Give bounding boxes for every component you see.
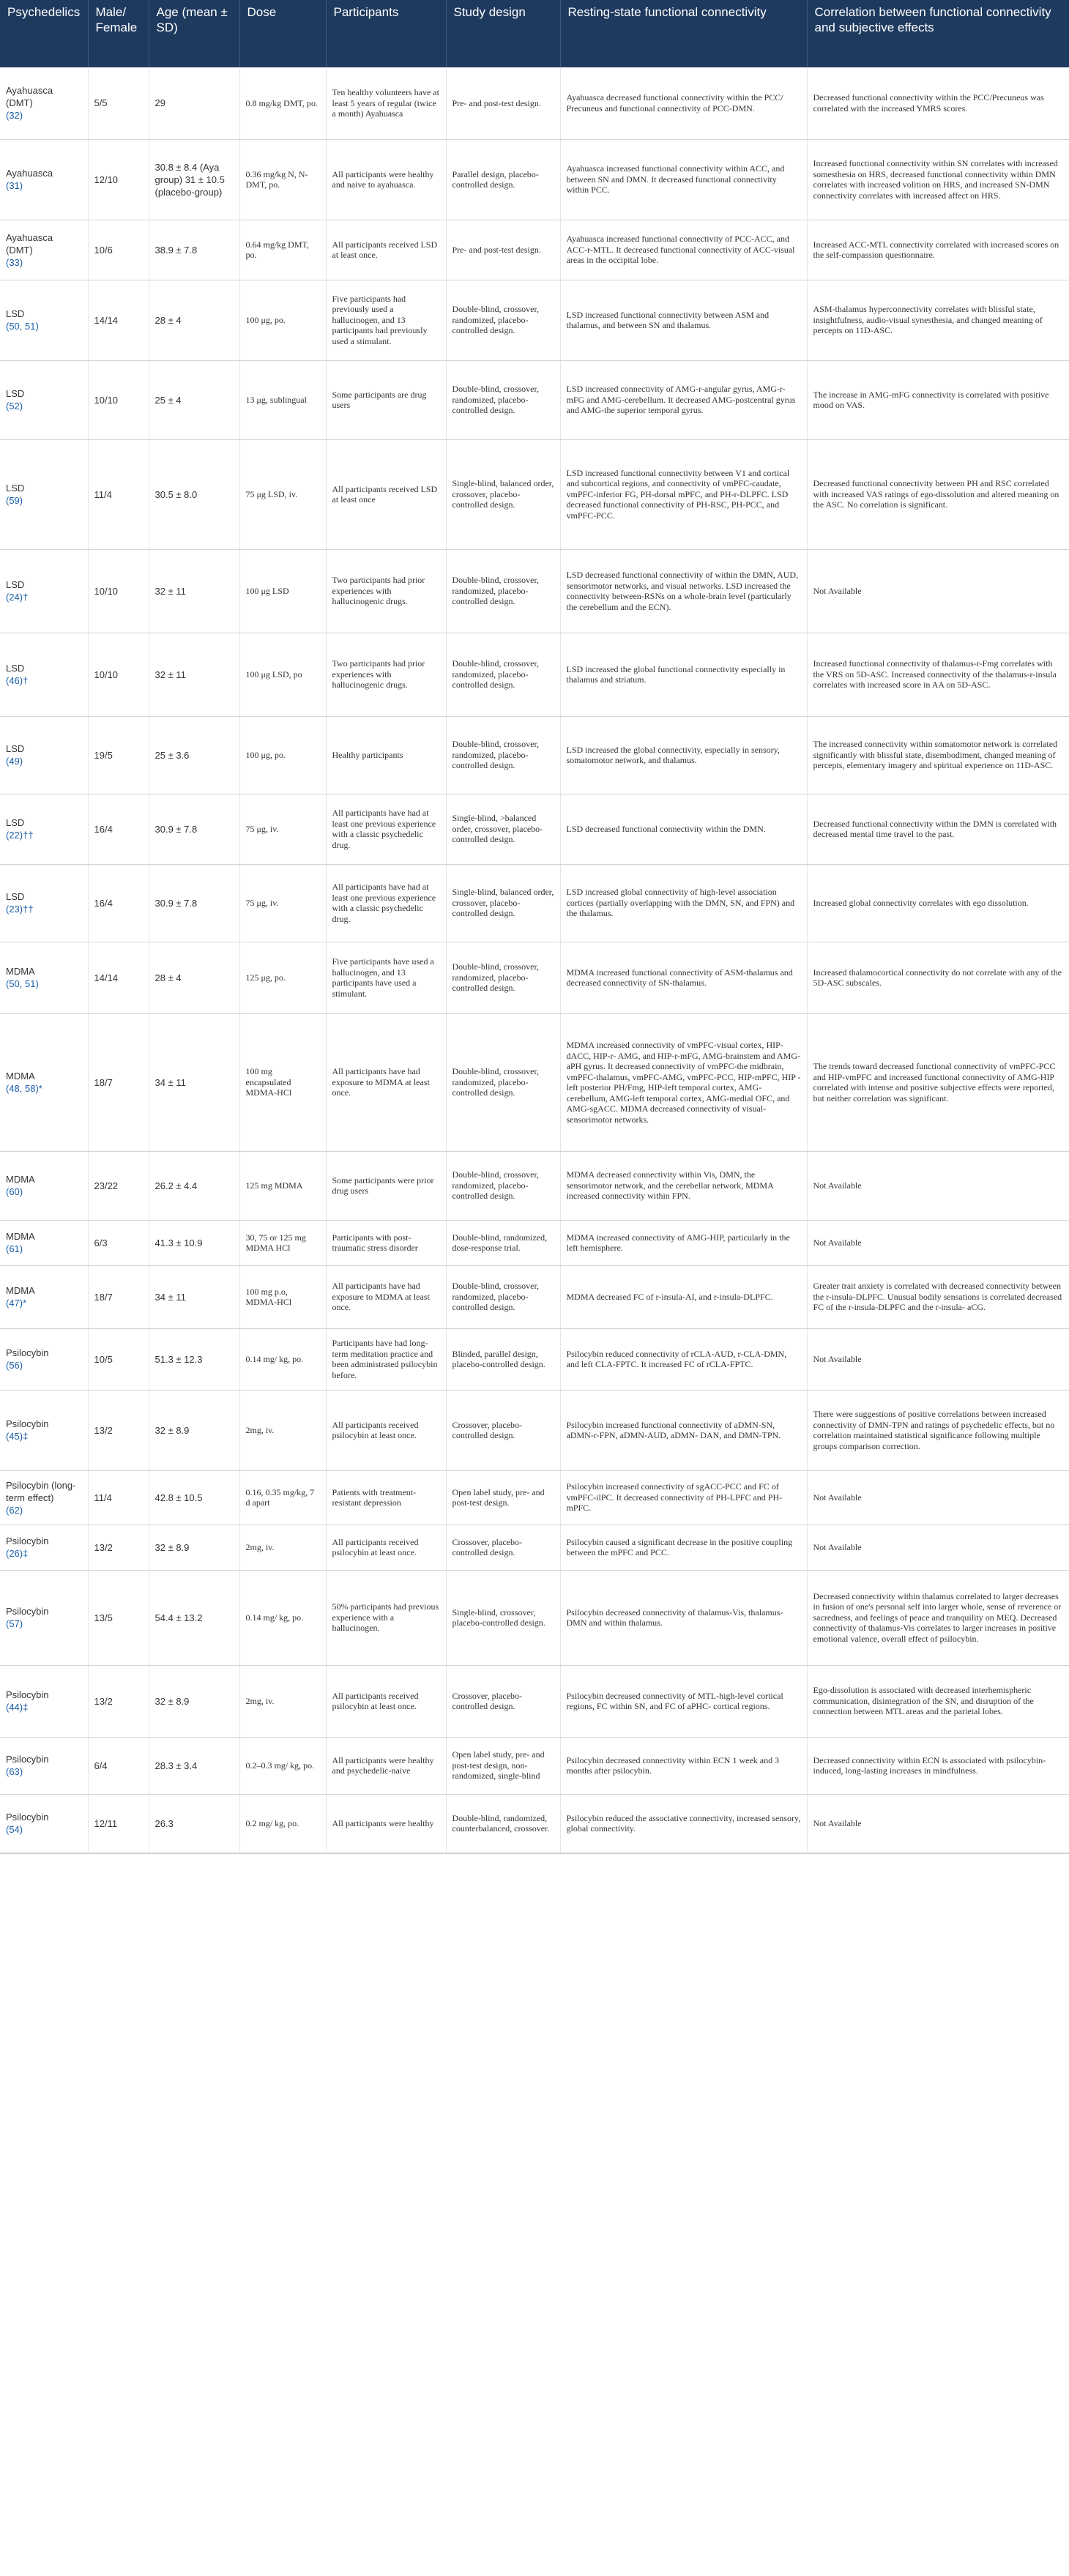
cell-dose: 0.14 mg/ kg, po. [239, 1328, 326, 1390]
reference-link[interactable]: (26)‡ [6, 1548, 29, 1559]
table-row [0, 1570, 1069, 1665]
cell-rsfc: Psilocybin caused a significant decrease in the positive coupling between the mPFC and PCC. [560, 1525, 807, 1570]
cell-psychedelic [0, 1265, 88, 1328]
cell-correlation: Not Available [807, 1220, 1069, 1265]
cell-dose: 13 μg, sublingual [239, 360, 326, 439]
cell-dose: 0.14 mg/ kg, po. [239, 1570, 326, 1665]
table-row [0, 220, 1069, 280]
cell-dose: 0.2 mg/ kg, po. [239, 1794, 326, 1853]
psychedelic-name: LSD [6, 663, 25, 674]
cell-age: 38.9 ± 7.8 [149, 220, 239, 280]
cell-participants: All participants received LSD at least once. [326, 220, 446, 280]
psychedelic-name: Ayahuasca (DMT) [6, 231, 53, 256]
psychedelic-name: Ayahuasca [6, 168, 53, 179]
cell-participants: Healthy participants [326, 716, 446, 794]
cell-dose: 0.36 mg/kg N, N-DMT, po. [239, 139, 326, 220]
table-row [0, 1390, 1069, 1470]
cell-psychedelic [0, 1328, 88, 1390]
cell-male-female: 18/7 [88, 1013, 149, 1151]
cell-dose: 75 μg, iv. [239, 794, 326, 864]
psychedelic-name: Psilocybin [6, 1535, 49, 1546]
cell-study-design: Double-blind, randomized, counterbalanced, crossover. [446, 1794, 560, 1853]
cell-study-design: Pre- and post-test design. [446, 67, 560, 139]
cell-correlation: Decreased functional connectivity between PH and RSC correlated with increased VAS ratings of ego-dissolution and altered meaning on the ASC. No correlation is significant. [807, 439, 1069, 549]
cell-age: 30.9 ± 7.8 [149, 864, 239, 942]
cell-dose: 100 μg, po. [239, 716, 326, 794]
cell-correlation: Greater trait anxiety is correlated with decreased connectivity between the r-insula-DLPFC. Unusual bodily sensations is correlated decreased FC of the r-insula-DLPFC and the r-insula- aCG. [807, 1265, 1069, 1328]
cell-participants: Five participants have used a hallucinogen, and 13 participants have used a stimulant. [326, 942, 446, 1013]
cell-dose: 100 mg p.o, MDMA-HCl [239, 1265, 326, 1328]
reference-link[interactable]: (59) [6, 495, 23, 506]
cell-psychedelic [0, 794, 88, 864]
reference-link[interactable]: (54) [6, 1824, 23, 1835]
cell-age: 42.8 ± 10.5 [149, 1470, 239, 1525]
cell-correlation: Not Available [807, 1328, 1069, 1390]
cell-male-female: 13/2 [88, 1390, 149, 1470]
cell-age: 28 ± 4 [149, 942, 239, 1013]
cell-correlation: Not Available [807, 549, 1069, 633]
table-row [0, 1265, 1069, 1328]
cell-study-design: Double-blind, crossover, randomized, placebo-controlled design. [446, 942, 560, 1013]
cell-rsfc: LSD increased the global functional connectivity especially in thalamus and striatum. [560, 633, 807, 716]
cell-age: 34 ± 11 [149, 1013, 239, 1151]
cell-study-design: Single-blind, balanced order, crossover, placebo-controlled design. [446, 864, 560, 942]
cell-psychedelic [0, 280, 88, 360]
cell-male-female: 5/5 [88, 67, 149, 139]
cell-psychedelic [0, 139, 88, 220]
table-row [0, 139, 1069, 220]
cell-study-design: Open label study, pre- and post-test design, non-randomized, single-blind [446, 1737, 560, 1794]
cell-participants: All participants have had exposure to MDMA at least once. [326, 1265, 446, 1328]
table-row [0, 716, 1069, 794]
cell-age: 54.4 ± 13.2 [149, 1570, 239, 1665]
cell-psychedelic [0, 1390, 88, 1470]
cell-dose: 125 mg MDMA [239, 1151, 326, 1220]
cell-correlation: Not Available [807, 1470, 1069, 1525]
cell-rsfc: MDMA increased functional connectivity of ASM-thalamus and decreased connectivity of SN-thalamus. [560, 942, 807, 1013]
reference-link[interactable]: (60) [6, 1186, 23, 1197]
header-psychedelics: Psychedelics [0, 0, 88, 67]
psychedelic-name: Psilocybin [6, 1606, 49, 1617]
cell-correlation: Increased functional connectivity of thalamus-r-Fmg correlates with the VRS on 5D-ASC. Increased connectivity of the thalamus-r-insula correlates with increased score in AA on 5D-ASC. [807, 633, 1069, 716]
cell-psychedelic [0, 1570, 88, 1665]
cell-correlation: Increased ACC-MTL connectivity correlated with increased scores on the self-compassion questionnaire. [807, 220, 1069, 280]
cell-male-female: 12/11 [88, 1794, 149, 1853]
reference-link[interactable]: (48, 58)* [6, 1083, 42, 1094]
reference-link[interactable]: (62) [6, 1504, 23, 1516]
cell-dose: 0.2–0.3 mg/ kg, po. [239, 1737, 326, 1794]
cell-dose: 100 μg LSD, po [239, 633, 326, 716]
cell-rsfc: MDMA decreased connectivity within Vis, DMN, the sensorimotor network, and the cerebellar network, MDMA increased connectivity within FPN. [560, 1151, 807, 1220]
cell-dose: 100 mg encapsulated MDMA-HCl [239, 1013, 326, 1151]
cell-correlation: Decreased connectivity within ECN is associated with psilocybin-induced, long-lasting increases in mindfulness. [807, 1737, 1069, 1794]
reference-link[interactable]: (47)* [6, 1298, 27, 1309]
header-rsfc: Resting-state functional connectivity [560, 0, 807, 67]
reference-link[interactable]: (33) [6, 256, 23, 268]
reference-link[interactable]: (61) [6, 1243, 23, 1254]
cell-male-female: 11/4 [88, 1470, 149, 1525]
table-row [0, 1794, 1069, 1853]
cell-psychedelic [0, 1470, 88, 1525]
cell-male-female: 13/5 [88, 1570, 149, 1665]
table-row [0, 67, 1069, 139]
table-row [0, 794, 1069, 864]
cell-dose: 0.16, 0.35 mg/kg, 7 d apart [239, 1470, 326, 1525]
cell-rsfc: Psilocybin increased connectivity of sgACC-PCC and FC of vmPFC-ilPC. It decreased connectivity of PH-LPFC and PH-mPFC. [560, 1470, 807, 1525]
psychedelic-name: Psilocybin [6, 1418, 49, 1429]
cell-psychedelic [0, 1013, 88, 1151]
cell-rsfc: LSD increased functional connectivity between ASM and thalamus, and between SN and thalamus. [560, 280, 807, 360]
reference-link[interactable]: (63) [6, 1766, 23, 1777]
cell-age: 29 [149, 67, 239, 139]
cell-psychedelic [0, 1220, 88, 1265]
cell-rsfc: Psilocybin reduced connectivity of rCLA-AUD, r-CLA-DMN, and left CLA-FPTC. It increased FC of rCLA-FPTC. [560, 1328, 807, 1390]
reference-link[interactable]: (24)† [6, 592, 29, 603]
cell-psychedelic [0, 1151, 88, 1220]
cell-study-design: Crossover, placebo-controlled design. [446, 1390, 560, 1470]
cell-correlation: Ego-dissolution is associated with decreased interhemispheric communication, disintegration of the SN, and disruption of the connection between MTL areas and the parietal lobes. [807, 1665, 1069, 1737]
cell-rsfc: MDMA increased connectivity of vmPFC-visual cortex, HIP-dACC, HIP-r- AMG, and HIP-r-mFG, AMG-brainstem and AMG-aPH gyrus. It decreased connectivity of vmPFC-the midbrain, vmPFC-thalamus, vmPFC-AMG, vmPFC-PCC, HIP-mPFC, HIP -left posterior PH/Fmg, HIP-left temporal cortex, AMG-cerebellum, AMG-left temporal cortex, AMG-medial OFC, and AMG-sgACC. MDMA decreased connectivity of visual-sensorimotor networks. [560, 1013, 807, 1151]
cell-male-female: 19/5 [88, 716, 149, 794]
cell-participants: Participants have had long-term meditation practice and been administrated psilocybin before. [326, 1328, 446, 1390]
cell-rsfc: LSD decreased functional connectivity within the DMN. [560, 794, 807, 864]
cell-study-design: Double-blind, crossover, randomized, placebo-controlled design. [446, 633, 560, 716]
psychedelic-name: MDMA [6, 966, 35, 977]
psychedelic-name: MDMA [6, 1231, 35, 1242]
cell-rsfc: Ayahuasca decreased functional connectivity within the PCC/ Precuneus and functional connectivity of PCC-DMN. [560, 67, 807, 139]
cell-male-female: 10/5 [88, 1328, 149, 1390]
cell-dose: 2mg, iv. [239, 1390, 326, 1470]
cell-correlation: The trends toward decreased functional connectivity of vmPFC-PCC and HIP-vmPFC and increased functional connectivity of AMG-HIP correlated with intense and positive subjective effects were reported, but neither correlation was significant. [807, 1013, 1069, 1151]
cell-participants: All participants received LSD at least once [326, 439, 446, 549]
cell-participants: All participants were healthy and naive to ayahuasca. [326, 139, 446, 220]
cell-study-design: Double-blind, randomized, dose-response trial. [446, 1220, 560, 1265]
cell-male-female: 18/7 [88, 1265, 149, 1328]
cell-psychedelic [0, 716, 88, 794]
table-row [0, 633, 1069, 716]
cell-male-female: 12/10 [88, 139, 149, 220]
cell-study-design: Open label study, pre- and post-test design. [446, 1470, 560, 1525]
cell-correlation: ASM-thalamus hyperconnectivity correlates with blissful state, insightfulness, audio-visual synesthesia, and changed meaning of percepts on 11D-ASC. [807, 280, 1069, 360]
table-header-row [0, 0, 1069, 67]
cell-psychedelic [0, 439, 88, 549]
table-row [0, 280, 1069, 360]
cell-dose: 100 μg LSD [239, 549, 326, 633]
cell-male-female: 11/4 [88, 439, 149, 549]
cell-participants: Patients with treatment-resistant depression [326, 1470, 446, 1525]
cell-male-female: 6/4 [88, 1737, 149, 1794]
cell-psychedelic [0, 1794, 88, 1853]
cell-male-female: 16/4 [88, 794, 149, 864]
reference-link[interactable]: (31) [6, 180, 23, 191]
cell-age: 32 ± 8.9 [149, 1525, 239, 1570]
cell-rsfc: Psilocybin reduced the associative connectivity, increased sensory, global connectivity. [560, 1794, 807, 1853]
table-body [0, 67, 1069, 1853]
cell-study-design: Single-blind, crossover, placebo-controlled design. [446, 1570, 560, 1665]
reference-link[interactable]: (32) [6, 110, 23, 122]
cell-rsfc: MDMA decreased FC of r-insula-AI, and r-insula-DLPFC. [560, 1265, 807, 1328]
table-row [0, 942, 1069, 1013]
cell-dose: 30, 75 or 125 mg MDMA HCl [239, 1220, 326, 1265]
header-correlation: Correlation between functional connectivity and subjective effects [807, 0, 1069, 67]
reference-link[interactable]: (50, 51) [6, 978, 39, 989]
cell-age: 28 ± 4 [149, 280, 239, 360]
cell-age: 28.3 ± 3.4 [149, 1737, 239, 1794]
cell-dose: 2mg, iv. [239, 1665, 326, 1737]
cell-dose: 2mg, iv. [239, 1525, 326, 1570]
table-row [0, 1470, 1069, 1525]
cell-age: 25 ± 4 [149, 360, 239, 439]
cell-age: 26.2 ± 4.4 [149, 1151, 239, 1220]
psychedelic-name: Psilocybin [6, 1812, 49, 1823]
cell-male-female: 14/14 [88, 280, 149, 360]
cell-participants: All participants received psilocybin at least once. [326, 1390, 446, 1470]
cell-rsfc: LSD increased connectivity of AMG-r-angular gyrus, AMG-r-mFG and AMG-cerebellum. It decreased AMG-postcentral gyrus and AMG-the superior temporal gyrus. [560, 360, 807, 439]
cell-psychedelic [0, 942, 88, 1013]
cell-age: 32 ± 11 [149, 549, 239, 633]
cell-participants: All participants received psilocybin at least once. [326, 1665, 446, 1737]
cell-study-design: Single-blind, >balanced order, crossover, placebo-controlled design. [446, 794, 560, 864]
table-row [0, 1328, 1069, 1390]
table-row [0, 1013, 1069, 1151]
cell-correlation: Increased functional connectivity within SN correlates with increased somesthesia on HRS, decreased functional connectivity within DMN correlates with increased volition on HRS, and increased SN-DMN connectivity correlates with increased affect on HRS. [807, 139, 1069, 220]
cell-participants: Two participants had prior experiences with hallucinogenic drugs. [326, 549, 446, 633]
cell-psychedelic [0, 1737, 88, 1794]
cell-age: 32 ± 8.9 [149, 1665, 239, 1737]
cell-participants: Ten healthy volunteers have at least 5 years of regular (twice a month) Ayahuasca [326, 67, 446, 139]
cell-participants: All participants received psilocybin at least once. [326, 1525, 446, 1570]
cell-rsfc: LSD increased global connectivity of high-level association cortices (partially overlapping with the DMN, SN, and FPN) and the thalamus. [560, 864, 807, 942]
psychedelic-name: LSD [6, 817, 25, 828]
header-study-design: Study design [446, 0, 560, 67]
cell-psychedelic [0, 220, 88, 280]
cell-participants: All participants have had exposure to MDMA at least once. [326, 1013, 446, 1151]
cell-study-design: Blinded, parallel design, placebo-controlled design. [446, 1328, 560, 1390]
table-row [0, 1737, 1069, 1794]
cell-male-female: 13/2 [88, 1525, 149, 1570]
cell-correlation: Not Available [807, 1794, 1069, 1853]
cell-age: 51.3 ± 12.3 [149, 1328, 239, 1390]
cell-participants: Some participants were prior drug users [326, 1151, 446, 1220]
cell-male-female: 13/2 [88, 1665, 149, 1737]
cell-study-design: Double-blind, crossover, randomized, placebo-controlled design. [446, 1265, 560, 1328]
table-row [0, 360, 1069, 439]
psychedelic-name: MDMA [6, 1285, 35, 1296]
cell-rsfc: Psilocybin decreased connectivity of MTL-high-level cortical regions, FC within SN, and FC of aPHC- cortical regions. [560, 1665, 807, 1737]
cell-male-female: 16/4 [88, 864, 149, 942]
cell-participants: Five participants had previously used a hallucinogen, and 13 participants had previously used a stimulant. [326, 280, 446, 360]
cell-rsfc: Psilocybin decreased connectivity within ECN 1 week and 3 months after psilocybin. [560, 1737, 807, 1794]
psychedelic-name: Ayahuasca (DMT) [6, 85, 53, 109]
cell-dose: 0.8 mg/kg DMT, po. [239, 67, 326, 139]
cell-rsfc: Psilocybin decreased connectivity of thalamus-Vis, thalamus-DMN and within thalamus. [560, 1570, 807, 1665]
cell-correlation: Increased thalamocortical connectivity do not correlate with any of the 5D-ASC subscales. [807, 942, 1069, 1013]
table-row [0, 1665, 1069, 1737]
cell-age: 26.3 [149, 1794, 239, 1853]
cell-rsfc: MDMA increased connectivity of AMG-HIP, particularly in the left hemisphere. [560, 1220, 807, 1265]
cell-male-female: 14/14 [88, 942, 149, 1013]
reference-link[interactable]: (46)† [6, 675, 29, 686]
header-participants: Participants [326, 0, 446, 67]
cell-psychedelic [0, 1665, 88, 1737]
cell-age: 30.5 ± 8.0 [149, 439, 239, 549]
cell-age: 32 ± 11 [149, 633, 239, 716]
cell-study-design: Crossover, placebo-controlled design. [446, 1665, 560, 1737]
reference-link[interactable]: (45)‡ [6, 1431, 29, 1442]
cell-participants: All participants were healthy [326, 1794, 446, 1853]
cell-rsfc: Ayahuasca increased functional connectivity within ACC, and between SN and DMN. It decreased functional connectivity within PCC. [560, 139, 807, 220]
cell-psychedelic [0, 360, 88, 439]
cell-correlation: There were suggestions of positive correlations between increased connectivity of DMN-TPN and ratings of psychedelic effects, but no correlation maintained statistical significance following multiple groups comparison correction. [807, 1390, 1069, 1470]
cell-rsfc: Ayahuasca increased functional connectivity of PCC-ACC, and ACC-r-MTL. It decreased functional connectivity of ACC-visual areas in the occipital lobe. [560, 220, 807, 280]
table-row [0, 549, 1069, 633]
cell-rsfc: LSD decreased functional connectivity of within the DMN, AUD, sensorimotor networks, and visual networks. LSD increased the connectivity between-RSNs on a whole-brain level (particularly the cerebellum and the ECN). [560, 549, 807, 633]
cell-participants: All participants have had at least one previous experience with a classic psychedelic drug. [326, 794, 446, 864]
cell-study-design: Double-blind, crossover, randomized, placebo-controlled design. [446, 716, 560, 794]
cell-age: 30.9 ± 7.8 [149, 794, 239, 864]
cell-rsfc: Psilocybin increased functional connectivity of aDMN-SN, aDMN-r-FPN, aDMN-AUD, aDMN- DAN, and DMN-TPN. [560, 1390, 807, 1470]
cell-age: 25 ± 3.6 [149, 716, 239, 794]
reference-link[interactable]: (50, 51) [6, 321, 39, 332]
cell-study-design: Crossover, placebo-controlled design. [446, 1525, 560, 1570]
cell-study-design: Double-blind, crossover, randomized, placebo-controlled design. [446, 1151, 560, 1220]
table-row [0, 1151, 1069, 1220]
cell-age: 30.8 ± 8.4 (Aya group) 31 ± 10.5 (placebo-group) [149, 139, 239, 220]
cell-dose: 125 μg, po. [239, 942, 326, 1013]
psychedelic-name: LSD [6, 483, 25, 494]
cell-male-female: 10/10 [88, 633, 149, 716]
cell-study-design: Double-blind, crossover, randomized, placebo-controlled design. [446, 280, 560, 360]
cell-age: 41.3 ± 10.9 [149, 1220, 239, 1265]
cell-study-design: Pre- and post-test design. [446, 220, 560, 280]
header-age: Age (mean ± SD) [149, 0, 239, 67]
cell-psychedelic [0, 1525, 88, 1570]
cell-male-female: 23/22 [88, 1151, 149, 1220]
cell-study-design: Double-blind, crossover, randomized, placebo-controlled design. [446, 360, 560, 439]
cell-study-design: Single-blind, balanced order, crossover, placebo-controlled design. [446, 439, 560, 549]
cell-participants: Participants with post-traumatic stress disorder [326, 1220, 446, 1265]
cell-study-design: Parallel design, placebo-controlled design. [446, 139, 560, 220]
cell-study-design: Double-blind, crossover, randomized, placebo-controlled design. [446, 549, 560, 633]
cell-age: 32 ± 8.9 [149, 1390, 239, 1470]
psychedelic-name: Psilocybin [6, 1347, 49, 1358]
cell-male-female: 6/3 [88, 1220, 149, 1265]
table-row [0, 864, 1069, 942]
cell-participants: All participants have had at least one previous experience with a classic psychedelic drug. [326, 864, 446, 942]
cell-correlation: Decreased functional connectivity within the PCC/Precuneus was correlated with the increased YMRS scores. [807, 67, 1069, 139]
psychedelic-name: LSD [6, 388, 25, 399]
psychedelic-name: MDMA [6, 1174, 35, 1185]
cell-dose: 75 μg, iv. [239, 864, 326, 942]
psychedelic-name: Psilocybin [6, 1754, 49, 1765]
psychedelic-name: LSD [6, 579, 25, 590]
reference-link[interactable]: (56) [6, 1360, 23, 1371]
cell-correlation: Not Available [807, 1525, 1069, 1570]
cell-rsfc: LSD increased functional connectivity between V1 and cortical and subcortical regions, and connectivity of vmPFC-caudate, vmPFC-inferior FG, PH-dorsal mPFC, and PH-r-DLPFC. LSD decreased functional connectivity of PH-RSC, PH-PCC, and vmPFC-PCC. [560, 439, 807, 549]
cell-dose: 0.64 mg/kg DMT, po. [239, 220, 326, 280]
cell-participants: Two participants had prior experiences with hallucinogenic drugs. [326, 633, 446, 716]
cell-psychedelic [0, 864, 88, 942]
reference-link[interactable]: (52) [6, 401, 23, 412]
cell-psychedelic [0, 633, 88, 716]
header-dose: Dose [239, 0, 326, 67]
cell-correlation: The increased connectivity within somatomotor network is correlated significantly with blissful state, disembodiment, changed meaning of percepts, elementary imagery and spiritual experience on 11D-ASC. [807, 716, 1069, 794]
reference-link[interactable]: (49) [6, 756, 23, 767]
reference-link[interactable]: (44)‡ [6, 1702, 29, 1713]
cell-correlation: Decreased functional connectivity within the DMN is correlated with decreased mental time travel to the past. [807, 794, 1069, 864]
psychedelic-name: LSD [6, 891, 25, 902]
reference-link[interactable]: (57) [6, 1618, 23, 1629]
cell-dose: 100 μg, po. [239, 280, 326, 360]
cell-correlation: The increase in AMG-mFG connectivity is correlated with positive mood on VAS. [807, 360, 1069, 439]
cell-age: 34 ± 11 [149, 1265, 239, 1328]
cell-participants: All participants were healthy and psychedelic-naive [326, 1737, 446, 1794]
psychedelic-name: Psilocybin [6, 1689, 49, 1700]
table-row [0, 1220, 1069, 1265]
cell-correlation: Not Available [807, 1151, 1069, 1220]
cell-study-design: Double-blind, crossover, randomized, placebo-controlled design. [446, 1013, 560, 1151]
psychedelic-name: Psilocybin (long-term effect) [6, 1479, 76, 1503]
cell-male-female: 10/10 [88, 360, 149, 439]
psychedelic-name: LSD [6, 743, 25, 754]
psychedelic-name: MDMA [6, 1071, 35, 1082]
cell-psychedelic [0, 549, 88, 633]
table-row [0, 439, 1069, 549]
cell-male-female: 10/6 [88, 220, 149, 280]
cell-dose: 75 μg LSD, iv. [239, 439, 326, 549]
cell-correlation: Increased global connectivity correlates with ego dissolution. [807, 864, 1069, 942]
cell-male-female: 10/10 [88, 549, 149, 633]
cell-participants: Some participants are drug users [326, 360, 446, 439]
reference-link[interactable]: (23)†† [6, 904, 34, 915]
psychedelic-name: LSD [6, 308, 25, 319]
cell-correlation: Decreased connectivity within thalamus correlated to larger decreases in fusion of one's personal self into larger whole, sense of reverence or sacredness, and feelings of peace and tranquility on MEQ. Decreased connectivity of thalamus-Vis correlates to larger increases in positive emotional valence, overall effect of psilocybin. [807, 1570, 1069, 1665]
reference-link[interactable]: (22)†† [6, 830, 34, 841]
cell-psychedelic [0, 67, 88, 139]
cell-participants: 50% participants had previous experience with a hallucinogen. [326, 1570, 446, 1665]
cell-rsfc: LSD increased the global connectivity, especially in sensory, somatomotor network, and thalamus. [560, 716, 807, 794]
table-footer-divider [0, 1853, 1069, 1883]
table-row [0, 1525, 1069, 1570]
header-male-female: Male/ Female [88, 0, 149, 67]
